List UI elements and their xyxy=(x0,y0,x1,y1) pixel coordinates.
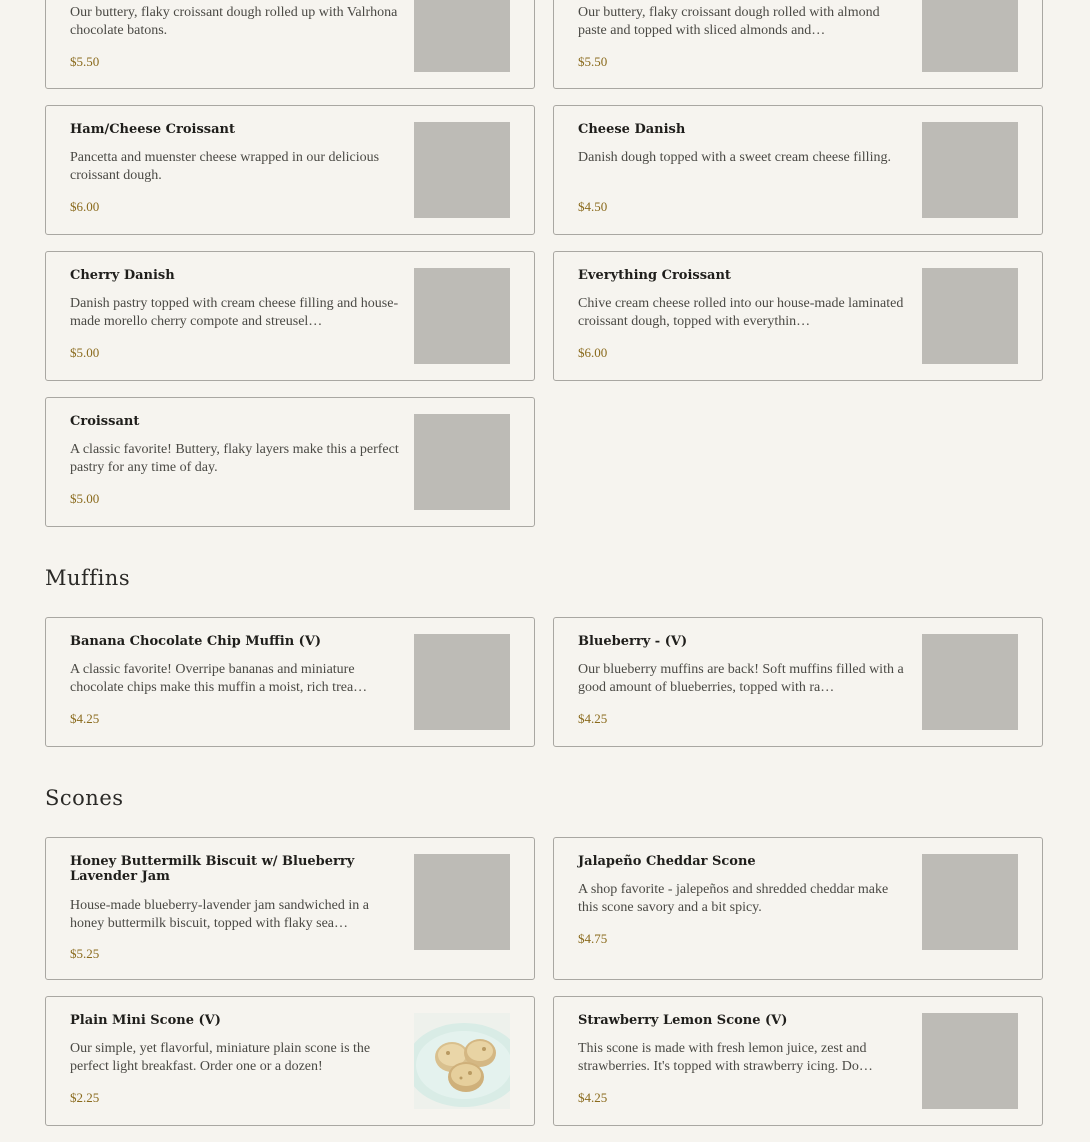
item-image-placeholder xyxy=(922,122,1018,218)
item-name: Cheese Danish xyxy=(578,122,686,137)
item-image-placeholder xyxy=(922,0,1018,72)
item-name: Blueberry - (V) xyxy=(578,634,688,649)
item-card-jalapeno-scone[interactable] xyxy=(553,837,1043,980)
item-description: Our buttery, flaky croissant dough rolled with almond paste and topped with sliced almonds and… xyxy=(578,5,880,38)
item-description: Danish pastry topped with cream cheese filling and house-made morello cherry compote and streusel… xyxy=(70,296,399,329)
item-card-banana-muffin[interactable] xyxy=(45,617,535,747)
section-title-muffins: Muffins xyxy=(45,566,131,590)
item-image-placeholder xyxy=(414,0,510,72)
item-description: Our blueberry muffins are back! Soft muffins filled with a good amount of blueberries, topped with ra… xyxy=(578,662,904,695)
item-card-chocolate-croissant[interactable] xyxy=(45,0,535,89)
scone-plate-image xyxy=(414,1013,510,1109)
item-price: $5.50 xyxy=(70,54,100,69)
item-name: Strawberry Lemon Scone (V) xyxy=(578,1013,788,1028)
item-image-placeholder xyxy=(922,634,1018,730)
item-description: Our simple, yet flavorful, miniature plain scone is the perfect light breakfast. Order one or a dozen! xyxy=(70,1041,371,1074)
item-description: Our buttery, flaky croissant dough rolled up with Valrhona chocolate batons. xyxy=(70,5,398,38)
item-description: Danish dough topped with a sweet cream cheese filling. xyxy=(578,150,891,165)
item-description: House-made blueberry-lavender jam sandwiched in a honey buttermilk biscuit, topped with flaky sea… xyxy=(70,898,369,931)
item-image-placeholder xyxy=(922,854,1018,950)
item-price: $4.25 xyxy=(578,711,608,726)
item-description: A classic favorite! Buttery, flaky layers make this a perfect pastry for any time of day. xyxy=(70,442,399,475)
item-description: Pancetta and muenster cheese wrapped in our delicious croissant dough. xyxy=(70,150,380,183)
item-price: $6.00 xyxy=(70,199,100,214)
item-name: Banana Chocolate Chip Muffin (V) xyxy=(70,634,322,649)
item-card-cherry-danish[interactable] xyxy=(45,251,535,381)
item-description: A classic favorite! Overripe bananas and miniature chocolate chips make this muffin a moist, rich trea… xyxy=(70,662,368,695)
item-name: Ham/Cheese Croissant xyxy=(70,122,235,137)
item-image-placeholder xyxy=(922,268,1018,364)
item-card-everything-croissant[interactable] xyxy=(553,251,1043,381)
item-image-placeholder xyxy=(414,414,510,510)
item-name: Cherry Danish xyxy=(70,268,175,283)
item-price: $2.25 xyxy=(70,1090,100,1105)
item-name: Honey Buttermilk Biscuit w/ Blueberry Lavender Jam xyxy=(70,854,355,884)
item-name: Everything Croissant xyxy=(578,268,731,283)
item-card-blueberry-muffin[interactable] xyxy=(553,617,1043,747)
item-image-placeholder xyxy=(414,854,510,950)
item-card-strawberry-scone[interactable] xyxy=(553,996,1043,1126)
mini-scones-photo xyxy=(414,1013,510,1109)
item-price: $5.50 xyxy=(578,54,608,69)
item-image-placeholder xyxy=(414,122,510,218)
item-price: $4.50 xyxy=(578,199,608,214)
item-description: This scone is made with fresh lemon juice, zest and strawberries. It's topped with strawberry icing. Do… xyxy=(578,1041,873,1074)
item-image-placeholder xyxy=(414,268,510,364)
item-description: Chive cream cheese rolled into our house-made laminated croissant dough, topped with everythin… xyxy=(578,296,904,329)
item-price: $5.00 xyxy=(70,345,100,360)
item-price: $5.00 xyxy=(70,491,100,506)
item-card-cheese-danish[interactable] xyxy=(553,105,1043,235)
item-price: $4.75 xyxy=(578,931,608,946)
item-name: Croissant xyxy=(70,414,140,429)
item-price: $6.00 xyxy=(578,345,608,360)
item-name: Plain Mini Scone (V) xyxy=(70,1013,221,1028)
item-card-honey-biscuit[interactable] xyxy=(45,837,535,980)
item-image-placeholder xyxy=(414,634,510,730)
item-card-almond-croissant[interactable] xyxy=(553,0,1043,89)
item-price: $4.25 xyxy=(70,711,100,726)
item-description: A shop favorite - jalepeños and shredded cheddar make this scone savory and a bit spicy. xyxy=(578,882,889,915)
item-price: $5.25 xyxy=(70,946,100,961)
item-name: Jalapeño Cheddar Scone xyxy=(578,854,756,869)
item-card-ham-cheese-croissant[interactable] xyxy=(45,105,535,235)
item-card-plain-mini-scone[interactable] xyxy=(45,996,535,1126)
section-title-scones: Scones xyxy=(45,786,124,810)
item-card-croissant[interactable] xyxy=(45,397,535,527)
item-image-placeholder xyxy=(922,1013,1018,1109)
item-price: $4.25 xyxy=(578,1090,608,1105)
